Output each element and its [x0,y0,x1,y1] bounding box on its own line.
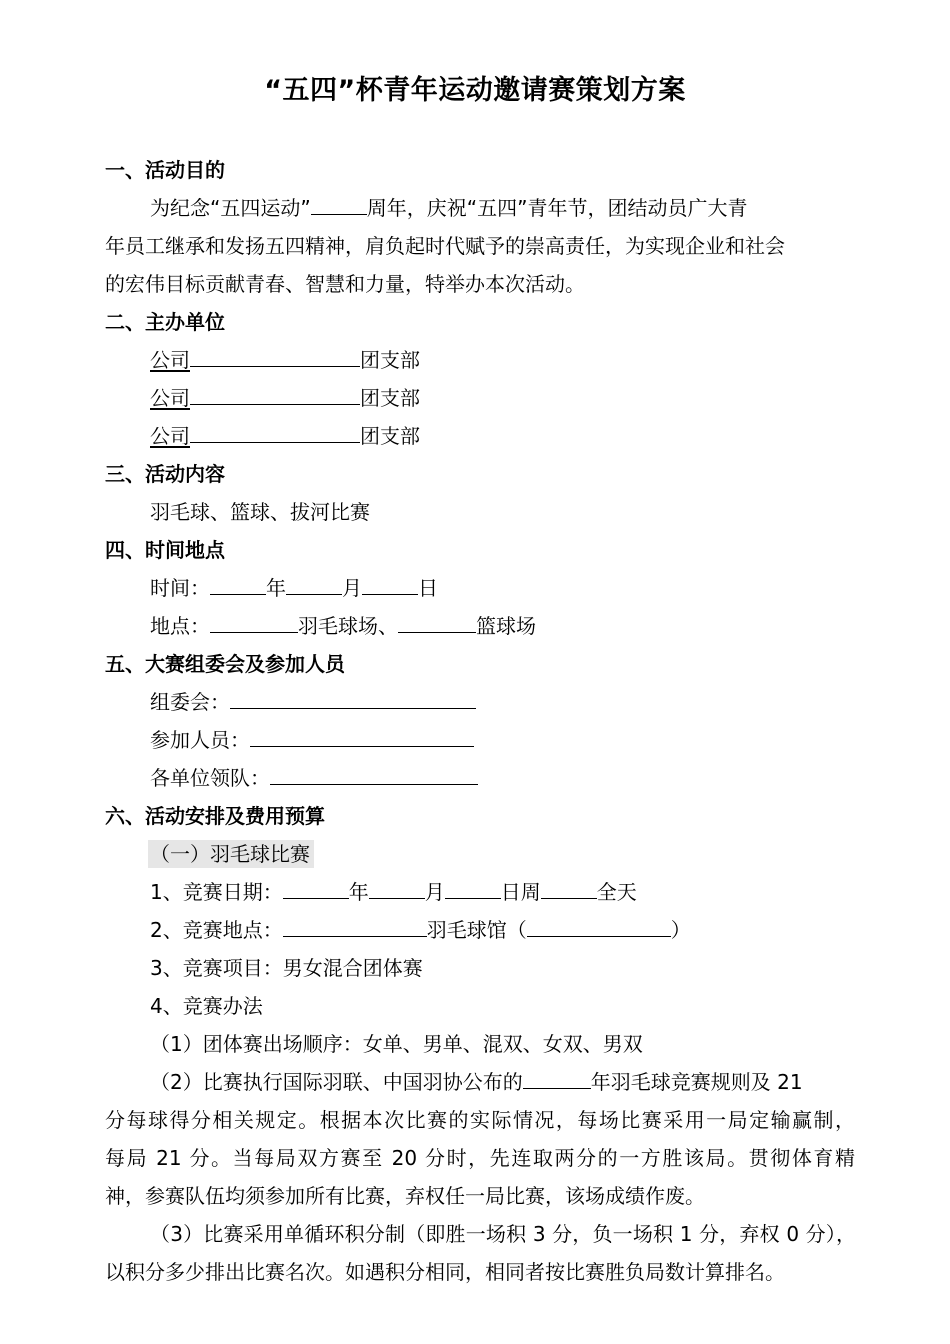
organizer-row [150,348,420,372]
place-row [150,614,536,638]
venue-close: ） [670,918,691,942]
basketball-venue: 篮球场 [476,614,536,638]
purpose-text-b: 周年，庆祝“五四”青年节，团结动员广大青 [366,196,748,220]
month-label: 月 [342,576,362,600]
race-year-label: 年 [348,880,369,904]
rule-1: （1）团体赛出场顺序：女单、男单、混双、女双、男双 [150,1032,643,1056]
heading-purpose: 一、活动目的 [105,158,225,182]
leaders-blank[interactable] [270,766,478,785]
organizer-row [150,386,420,410]
participants-label: 参加人员： [150,728,250,752]
organizer-suffix: 团支部 [360,424,420,448]
purpose-line-1 [150,196,747,220]
heading-schedule: 六、活动安排及费用预算 [105,804,325,828]
race-day-blank[interactable] [445,880,501,899]
purpose-line-2: 年员工继承和发扬五四精神，肩负起时代赋予的崇高责任，为实现企业和社会 [105,234,785,258]
organizer-suffix: 团支部 [360,386,420,410]
heading-content: 三、活动内容 [105,462,225,486]
purpose-text-a: 为纪念“五四运动” [150,196,311,220]
organizer-blank[interactable] [190,424,360,443]
day-blank[interactable] [362,576,418,595]
race-day-week-label: 日周 [500,880,541,904]
all-day-label: 全天 [596,880,637,904]
venue-row [150,918,691,942]
organizer-blank[interactable] [190,386,360,405]
leaders-label: 各单位领队： [150,766,270,790]
participants-row [150,728,474,752]
participants-blank[interactable] [250,728,474,747]
badminton-place-blank[interactable] [210,614,298,633]
rule-2-text-a: （2）比赛执行国际羽联、中国羽协公布的 [150,1070,523,1094]
rule-2-text-b: 年羽毛球竞赛规则及 21 [590,1070,803,1094]
purpose-line-3: 的宏伟目标贡献青春、智慧和力量，特举办本次活动。 [105,272,585,296]
heading-organizers: 二、主办单位 [105,310,225,334]
page-title: “五四”杯青年运动邀请赛策划方案 [264,75,686,106]
year-blank[interactable] [210,576,266,595]
rule-3-line-2: 以积分多少排出比赛名次。如遇积分相同，相同者按比赛胜负局数计算排名。 [105,1260,785,1284]
content-text: 羽毛球、篮球、拔河比赛 [150,500,370,524]
day-label: 日 [418,576,438,600]
rule-2-line-1 [150,1070,803,1094]
rules-year-blank[interactable] [523,1070,591,1089]
committee-row [150,690,476,714]
leaders-row [150,766,478,790]
venue-name: 羽毛球馆（ [426,918,527,942]
organizer-prefix: 公司 [150,424,190,448]
organizer-prefix: 公司 [150,386,190,410]
place-label: 地点： [150,614,210,638]
organizer-suffix: 团支部 [360,348,420,372]
race-month-blank[interactable] [369,880,425,899]
time-row [150,576,438,600]
committee-blank[interactable] [230,690,476,709]
year-label: 年 [266,576,286,600]
organizer-row [150,424,420,448]
rule-2-line-2: 分每球得分相关规定。根据本次比赛的实际情况，每场比赛采用一局定输赢制， [105,1108,855,1132]
time-label: 时间： [150,576,210,600]
venue-blank[interactable] [283,918,427,937]
committee-label: 组委会： [150,690,230,714]
organizer-prefix: 公司 [150,348,190,372]
rule-2-line-4: 神，参赛队伍均须参加所有比赛，弃权任一局比赛，该场成绩作废。 [105,1184,705,1208]
venue-detail-blank[interactable] [527,918,671,937]
method-line: 4、竞赛办法 [150,994,263,1018]
race-week-blank[interactable] [541,880,597,899]
race-year-blank[interactable] [283,880,349,899]
date-row [150,880,637,904]
basketball-place-blank[interactable] [398,614,476,633]
organizer-blank[interactable] [190,348,360,367]
badminton-subheading-text: （一）羽毛球比赛 [148,840,314,868]
subheading-badminton [148,842,314,866]
events-line: 3、竞赛项目：男女混合团体赛 [150,956,423,980]
date-label: 1、竞赛日期： [150,880,283,904]
month-blank[interactable] [286,576,342,595]
anniversary-blank[interactable] [311,196,367,215]
heading-committee: 五、大赛组委会及参加人员 [105,652,345,676]
rule-3-line-1: （3）比赛采用单循环积分制（即胜一场积 3 分，负一场积 1 分，弃权 0 分）， [150,1222,856,1246]
venue-label: 2、竞赛地点： [150,918,283,942]
heading-time-place: 四、时间地点 [105,538,225,562]
race-month-label: 月 [424,880,445,904]
rule-2-line-3: 每局 21 分。当每局双方赛至 20 分时，先连取两分的一方胜该局。贯彻体育精 [105,1146,855,1170]
badminton-venue: 羽毛球场、 [298,614,398,638]
